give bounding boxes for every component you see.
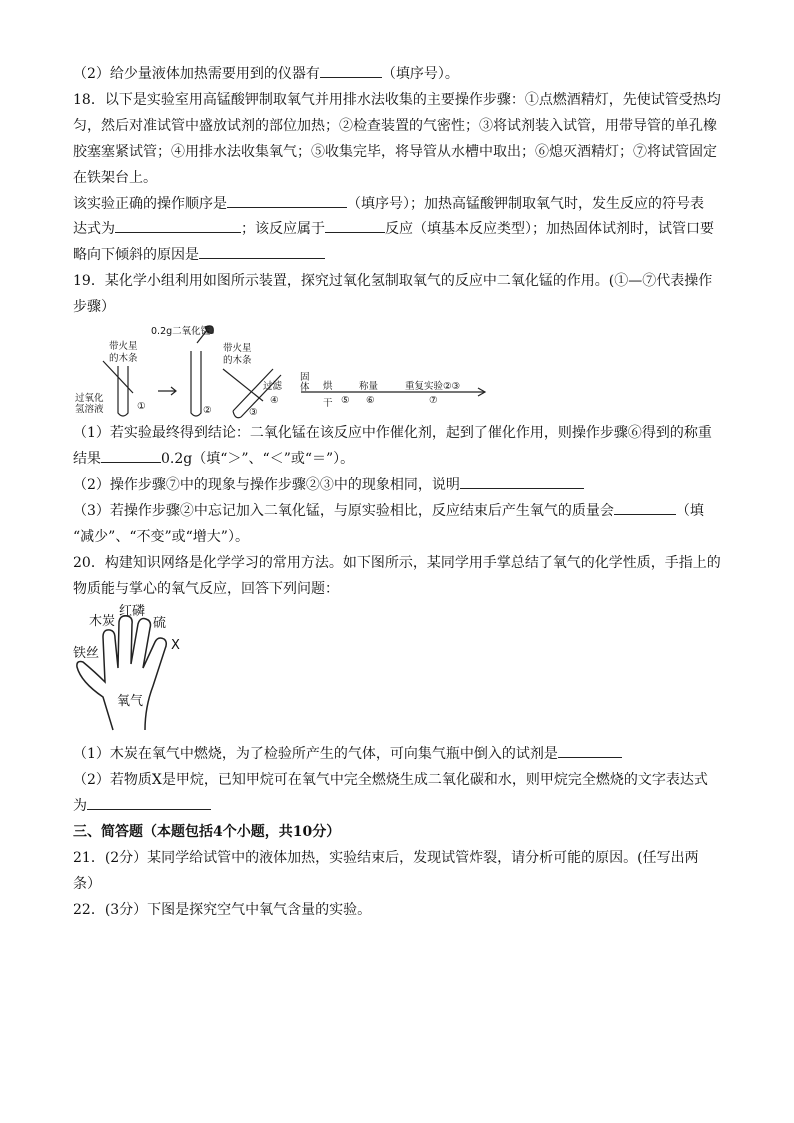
q18-line7: 略向下倾斜的原因是 — [73, 243, 721, 269]
q18-line2: 匀，然后对准试管中盛放试剂的部位加热；②检查装置的气密性；③将试剂装入试管，用带导管的单孔橡 — [73, 117, 717, 134]
q20-p1: （1）木炭在氧气中燃烧，为了检验所产生的气体，可向集气瓶中倒入的试剂是 — [73, 742, 721, 768]
label-weigh-n: ⑥ — [366, 395, 375, 407]
q19-p3: （3）若操作步骤②中忘记加入二氧化锰，与原实验相比，反应结束后产生氧气的质量会 （填 — [73, 499, 721, 525]
q19-p3c: “减少”、“不变”或“增大”）。 — [73, 528, 249, 545]
exam-page — [73, 62, 721, 924]
q18-line4: 在铁架台上。 — [73, 169, 157, 186]
answer-blank[interactable] — [325, 217, 385, 233]
q19-p2: （2）操作步骤⑦中的现象与操作步骤②③中的现象相同，说明 — [73, 473, 721, 499]
q18-line3: 胶塞塞紧试管；④用排水法收集氧气；⑤收集完毕，将导管从水槽中取出；⑥熄灭酒精灯；⑦将试管固定 — [73, 143, 717, 160]
q18-line6: 达式为 ；该反应属于 反应（填基本反应类型）；加热固体试剂时，试管口要 — [73, 217, 721, 243]
label-dry2: 干 — [323, 398, 333, 410]
section-3-title: 三、简答题（本题包括4个小题，共10分） — [73, 824, 341, 841]
label-splint-right: 带火星 的木条 — [223, 343, 252, 367]
q18-line5: 该实验正确的操作顺序是 （填序号）；加热高锰酸钾制取氧气时，发生反应的符号表 — [73, 192, 721, 218]
answer-blank[interactable] — [115, 217, 241, 233]
q20-p2: （2）若物质X是甲烷，已知甲烷可在氧气中完全燃烧生成二氧化碳和水，则甲烷完全燃烧的文字表达式 — [73, 772, 708, 789]
label-solution: 过氧化 氢溶液 — [75, 393, 104, 416]
hand-outline — [77, 616, 166, 730]
label-step3: ③ — [249, 407, 258, 419]
label-sulfur: 硫 — [153, 616, 167, 632]
label-mno2: 0.2g二氧化锰 — [151, 326, 211, 338]
q21-line1: 21．(2分）某同学给试管中的液体加热，实验结束后，发现试管炸裂，请分析可能的原因。(任写出两 — [73, 850, 699, 867]
q20-p2b: 为 — [73, 794, 721, 820]
q20-line2: 物质能与掌心的氧气反应，回答下列问题： — [73, 580, 339, 597]
label-red-phosphorus: 红磷 — [119, 604, 146, 620]
answer-blank[interactable] — [558, 742, 622, 758]
label-step1: ① — [137, 401, 146, 413]
q19-p1b: 结果 0.2g（填“＞”、“＜”或“＝”）。 — [73, 447, 721, 473]
label-weigh: 称量 — [359, 381, 379, 393]
label-charcoal: 木炭 — [89, 614, 116, 630]
answer-blank[interactable] — [199, 243, 325, 259]
answer-blank[interactable] — [614, 499, 676, 515]
q22-line1: 22．(3分）下图是探究空气中氧气含量的实验。 — [73, 901, 372, 918]
label-repeat-n: ⑦ — [429, 395, 438, 407]
arrow-icon — [158, 387, 176, 395]
answer-blank[interactable] — [320, 62, 382, 78]
test-tube-2 — [191, 351, 201, 416]
label-filter: 过滤 — [263, 381, 283, 393]
label-solid: 固 体 — [300, 372, 310, 394]
label-dry: 烘 — [323, 381, 333, 393]
label-repeat: 重复实验②③ — [405, 381, 461, 393]
apparatus-diagram — [73, 321, 493, 421]
q19-p1a: （1）若实验最终得到结论：二氧化锰在该反应中作催化剂，起到了催化作用，则操作步骤⑥得到的称重 — [73, 425, 712, 442]
label-x: X — [171, 638, 180, 654]
q19-line2: 步骤） — [73, 299, 115, 316]
q20-line1: 20．构建知识网络是化学学习的常用方法。如下图所示，某同学用手掌总结了氧气的化学性质，手指上的 — [73, 554, 721, 571]
q19-apparatus-figure — [73, 321, 493, 421]
label-step2: ② — [203, 405, 212, 417]
answer-blank[interactable] — [460, 473, 584, 489]
label-iron: 铁丝 — [73, 646, 100, 662]
label-oxygen: 氧气 — [117, 694, 144, 710]
label-filter-n: ④ — [270, 395, 279, 407]
test-tube-1 — [118, 366, 128, 416]
label-dry-n: ⑤ — [341, 395, 350, 407]
q21-line2: 条） — [73, 875, 101, 892]
answer-blank[interactable] — [101, 447, 161, 463]
q20-hand-figure — [73, 602, 273, 742]
answer-blank[interactable] — [227, 192, 347, 208]
label-splint-left: 带火星 的木条 — [109, 341, 138, 365]
q18-line1: 18．以下是实验室用高锰酸钾制取氧气并用排水法收集的主要操作步骤：①点燃酒精灯，先使试管受热均 — [73, 91, 721, 108]
answer-blank[interactable] — [87, 794, 211, 810]
q19-line1: 19．某化学小组利用如图所示装置，探究过氧化氢制取氧气的反应中二氧化锰的作用。(①—⑦代表操作 — [73, 273, 713, 290]
q17-part2: （2）给少量液体加热需要用到的仪器有 （填序号）。 — [73, 62, 721, 88]
